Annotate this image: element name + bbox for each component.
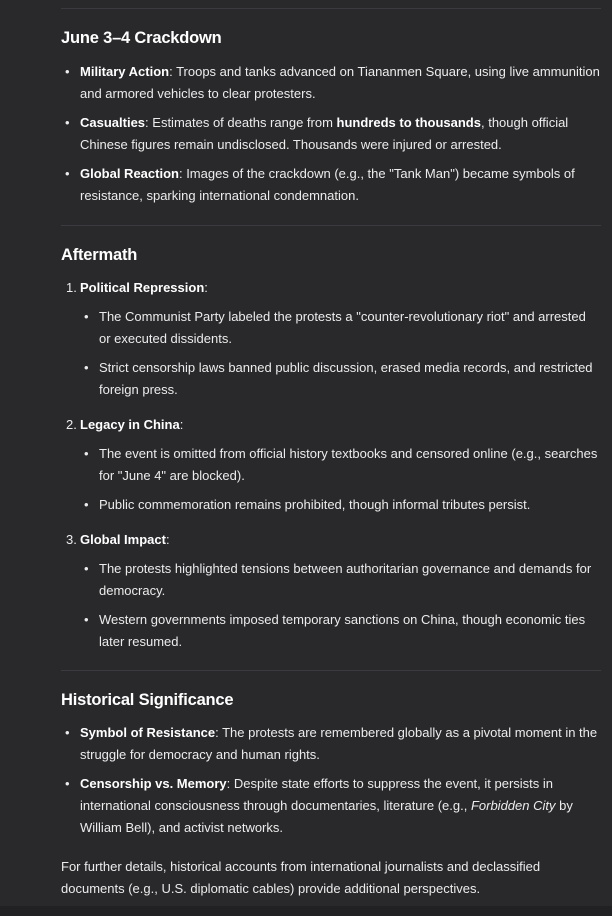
chat-response — [61, 8, 601, 900]
item-label: Legacy in China — [80, 417, 180, 432]
item-text: : The protests are remembered globally as a pivotal moment in the struggle for democracy and human rights. — [80, 725, 598, 762]
bullet-icon: • — [84, 497, 89, 512]
item-label: Casualties — [80, 115, 146, 130]
sub-item — [80, 357, 601, 401]
item-label: Political Repression — [80, 280, 205, 295]
sub-item — [80, 306, 601, 350]
item-text: by William Bell), and activist networks. — [80, 798, 573, 835]
item-label: Military Action — [80, 64, 170, 79]
item-text: : Images of the crackdown (e.g., the "Tank Man") became symbols of resistance, sparking international condemnation. — [80, 166, 575, 203]
item-text: The event is omitted from official history textbooks and censored online (e.g., searches for "June 4" are blocked). — [99, 446, 598, 483]
list-item — [61, 773, 601, 839]
bullet-list — [61, 61, 601, 207]
section-heading: Historical Significance — [61, 691, 234, 709]
numbered-item — [61, 414, 601, 516]
item-label: Global Reaction — [80, 166, 179, 181]
colon: : — [179, 417, 184, 432]
bullet-icon: • — [65, 64, 70, 79]
bullet-icon: • — [65, 725, 70, 740]
item-number: 3. — [66, 532, 77, 547]
sub-item — [80, 609, 601, 653]
item-number: 2. — [66, 417, 77, 432]
item-text: The Communist Party labeled the protests a "counter-revolutionary riot" and arrested or executed dissidents. — [99, 309, 586, 346]
list-item — [61, 722, 601, 766]
section-divider — [61, 225, 601, 226]
item-text: : Troops and tanks advanced on Tiananmen Square, using live ammunition and armored vehicles to clear protesters. — [80, 64, 600, 101]
bullet-list — [61, 722, 601, 839]
item-text: , though official Chinese figures remain undisclosed. Thousands were injured or arrested. — [80, 115, 569, 152]
bullet-icon: • — [65, 776, 70, 791]
bullet-icon: • — [65, 115, 70, 130]
bullet-icon: • — [65, 166, 70, 181]
sub-list — [80, 558, 601, 653]
section-heading: June 3–4 Crackdown — [61, 29, 222, 47]
numbered-item — [61, 529, 601, 653]
bottom-bar — [0, 906, 612, 916]
item-text: : Estimates of deaths range from — [145, 115, 337, 130]
item-label: Global Impact — [80, 532, 166, 547]
item-text: Strict censorship laws banned public discussion, erased media records, and restricted foreign press. — [99, 360, 593, 397]
sub-item — [80, 443, 601, 487]
item-label: Censorship vs. Memory — [80, 776, 227, 791]
item-emphasis: hundreds to thousands — [336, 115, 481, 130]
sub-list — [80, 443, 601, 516]
sub-item — [80, 558, 601, 602]
bullet-icon: • — [84, 446, 89, 461]
item-text: Western governments imposed temporary sanctions on China, though economic ties later resumed. — [99, 612, 586, 649]
item-text: : Despite state efforts to suppress the event, it persists in international consciousness through documentaries, literature (e.g., — [80, 776, 554, 813]
list-item — [61, 61, 601, 105]
sub-item — [80, 494, 601, 516]
item-label: Symbol of Resistance — [80, 725, 216, 740]
numbered-item — [61, 277, 601, 401]
bullet-icon: • — [84, 612, 89, 627]
section-heading: Aftermath — [61, 246, 138, 264]
section-divider — [61, 8, 601, 9]
sub-list — [80, 306, 601, 401]
bullet-icon: • — [84, 360, 89, 375]
book-title: Forbidden City — [470, 798, 556, 813]
item-text: The protests highlighted tensions between authoritarian governance and demands for democracy. — [99, 561, 592, 598]
list-item — [61, 112, 601, 156]
numbered-list — [61, 277, 601, 653]
bullet-icon: • — [84, 309, 89, 324]
bullet-icon: • — [84, 561, 89, 576]
colon: : — [204, 280, 208, 295]
closing-paragraph: For further details, historical accounts from international journalists and declassified documents (e.g., U.S. diplomatic cables) provide additional perspectives. — [61, 859, 541, 896]
section-divider — [61, 670, 601, 671]
item-text: Public commemoration remains prohibited, though informal tributes persist. — [99, 497, 531, 512]
item-number: 1. — [66, 280, 77, 295]
list-item — [61, 163, 601, 207]
colon: : — [165, 532, 170, 547]
